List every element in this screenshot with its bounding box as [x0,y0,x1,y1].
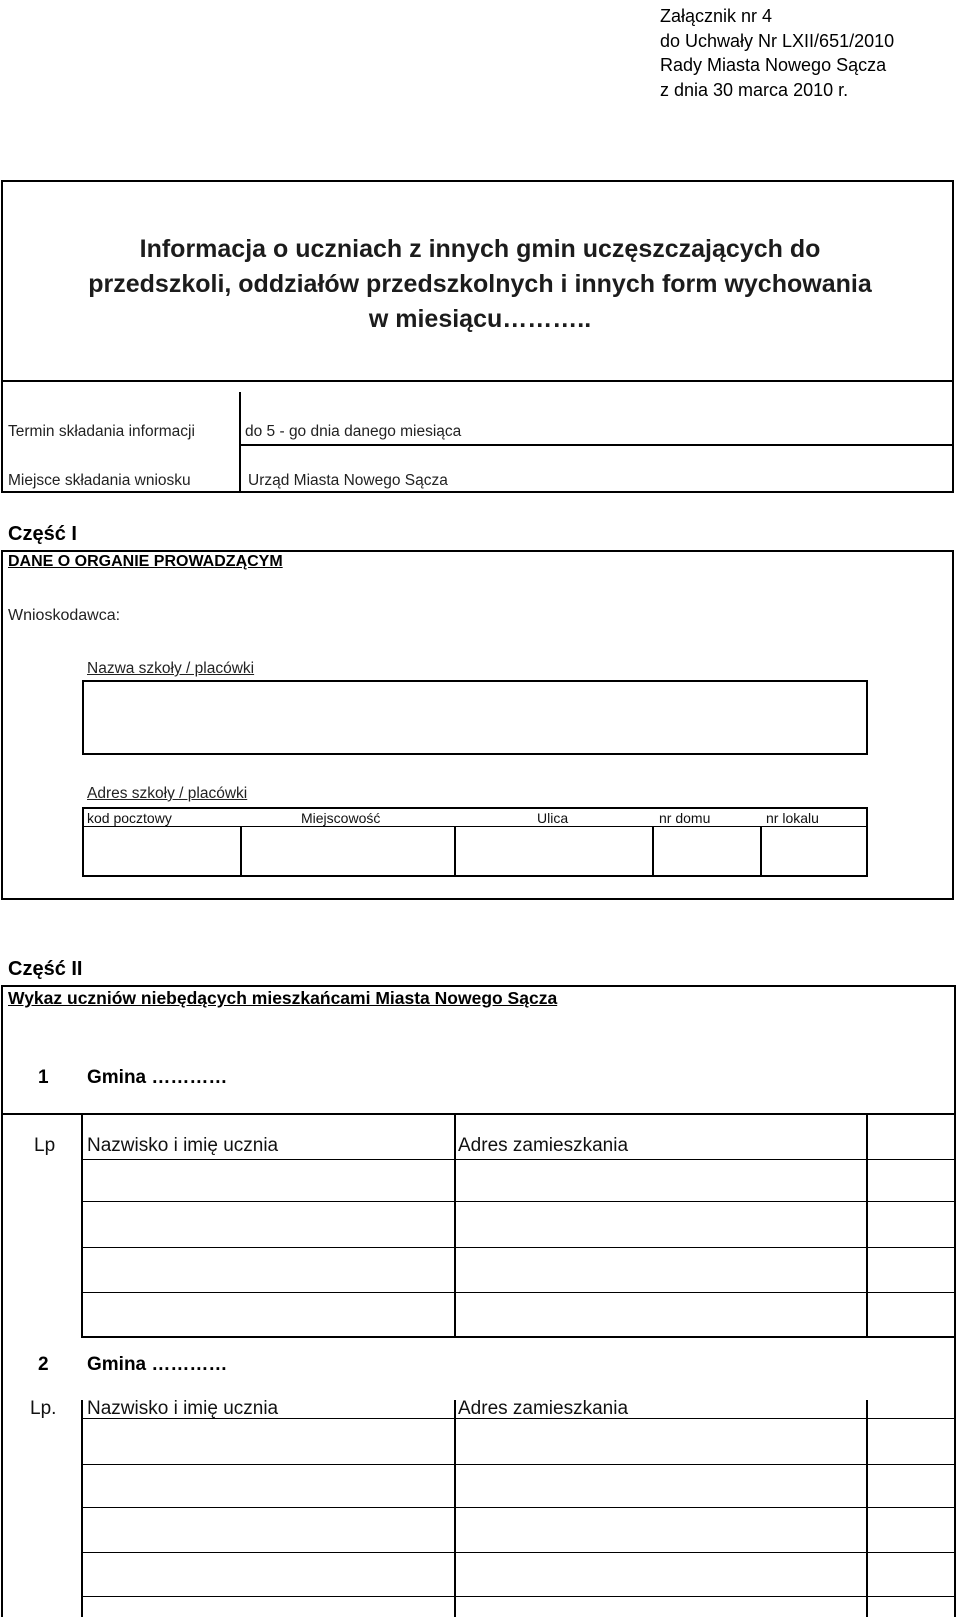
address-column-divider [240,826,242,877]
part2-border-left [1,985,3,1617]
address-col-house-no: nr domu [659,810,711,826]
attachment-line: do Uchwały Nr LXII/651/2010 [660,30,895,51]
place-label: Miejsce składania wniosku [8,472,191,489]
part1-subheading: DANE O ORGANIE PROWADZĄCYM [8,553,283,570]
address-column-divider [454,826,456,877]
group2-col-lp: Lp. [30,1398,57,1419]
attachment-line: Rady Miasta Nowego Sącza [660,55,887,75]
group1-row-divider [81,1247,956,1248]
group2-row-divider [81,1552,956,1553]
info-row-divider [241,444,954,446]
group1-table-top [1,1113,956,1115]
group2-gmina: Gmina ………… [87,1354,228,1375]
group1-col-divider [81,1113,83,1336]
part2-border-top [1,985,956,987]
house-no-field[interactable] [655,828,759,875]
street-field[interactable] [457,828,651,875]
address-label: Adres szkoły / placówki [87,785,248,802]
part2-heading: Część II [8,958,83,980]
group1-number: 1 [38,1067,49,1088]
attachment-note [660,4,894,102]
title-line: Informacja o uczniach z innych gmin uczęszczających do [139,235,821,263]
group2-col-name: Nazwisko i imię ucznia [87,1398,279,1419]
attachment-line: Załącznik nr 4 [660,6,773,26]
city-field[interactable] [243,828,453,875]
group1-table-bottom [81,1336,956,1338]
address-col-street: Ulica [537,810,569,826]
group2-row-divider [81,1464,956,1465]
group1-col-lp: Lp [34,1135,56,1156]
place-value: Urząd Miasta Nowego Sącza [248,472,448,489]
attachment-line: z dnia 30 marca 2010 r. [660,79,849,100]
group1-row-divider [81,1201,956,1202]
school-name-label: Nazwa szkoły / placówki [87,660,255,677]
address-column-divider [760,826,762,877]
postal-code-field[interactable] [84,828,239,875]
school-name-field[interactable] [82,680,868,755]
address-header-divider [82,826,868,827]
group2-row-divider [81,1507,956,1508]
group2-col-address: Adres zamieszkania [458,1398,629,1419]
title-line: przedszkoli, oddziałów przedszkolnych i innych form wychowania [88,270,872,298]
address-column-divider [652,826,654,877]
group2-col-divider [454,1400,456,1617]
group1-row-divider [81,1159,956,1160]
group1-row-divider [81,1292,956,1293]
info-column-divider [239,392,241,493]
title-line: w miesiącu……….. [368,305,592,333]
group2-col-divider [866,1400,868,1617]
group1-col-address: Adres zamieszkania [458,1135,629,1156]
group2-row-divider [81,1596,956,1597]
part2-border-right [954,985,956,1617]
group1-col-divider [866,1113,868,1336]
flat-no-field[interactable] [763,828,866,875]
group1-gmina: Gmina ………… [87,1067,228,1088]
address-col-city: Miejscowość [301,810,381,826]
group1-col-name: Nazwisko i imię ucznia [87,1135,279,1156]
deadline-value: do 5 - go dnia danego miesiąca [245,423,462,440]
address-col-postal-code: kod pocztowy [87,810,172,826]
group2-number: 2 [38,1354,49,1375]
part2-subheading: Wykaz uczniów niebędących mieszkańcami Miasta Nowego Sącza [8,988,558,1008]
group2-col-divider [81,1400,83,1617]
applicant-label: Wnioskodawca: [8,607,121,624]
address-col-flat-no: nr lokalu [766,810,819,826]
deadline-label: Termin składania informacji [8,423,195,440]
document-title [2,232,958,337]
group1-col-divider [454,1113,456,1336]
part1-heading: Część I [8,523,77,545]
